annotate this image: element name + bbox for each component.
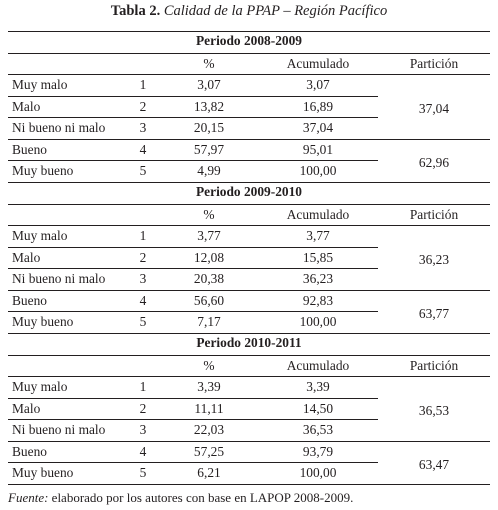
period-top-rule <box>8 333 490 334</box>
row-category: Bueno <box>12 141 47 157</box>
row-cumulative: 100,00 <box>299 314 337 329</box>
column-header-pct: % <box>203 357 215 373</box>
row-cumulative: 15,85 <box>302 249 334 265</box>
row-cumulative: 95,01 <box>302 141 334 157</box>
row-percent: 57,25 <box>193 443 225 459</box>
row-rule <box>8 419 378 420</box>
row-percent: 22,03 <box>193 422 225 437</box>
period-header: Periodo 2009-2010 <box>196 184 302 199</box>
row-code: 1 <box>139 379 147 394</box>
row-code: 2 <box>139 98 147 114</box>
row-code: 3 <box>139 271 147 286</box>
row-percent: 4,99 <box>197 163 221 178</box>
row-code: 1 <box>139 228 147 243</box>
row-percent: 7,17 <box>197 314 221 329</box>
footnote <box>8 490 353 506</box>
row-rule <box>8 160 378 161</box>
row-cumulative: 100,00 <box>299 163 337 178</box>
row-category: Bueno <box>12 443 47 459</box>
table-title-text: Calidad de la PPAP – Región Pacífico <box>163 3 388 19</box>
column-header-rule <box>8 376 490 377</box>
row-code: 1 <box>139 77 147 92</box>
row-code: 2 <box>139 249 147 265</box>
row-category: Muy malo <box>12 77 68 92</box>
row-rule <box>8 139 490 140</box>
row-cumulative: 3,77 <box>306 228 330 243</box>
row-category: Ni bueno ni malo <box>12 120 106 135</box>
row-code: 5 <box>139 465 147 480</box>
column-header-particion: Partición <box>409 357 459 373</box>
column-header-acumulado: Acumulado <box>286 357 350 373</box>
row-percent: 56,60 <box>193 292 225 308</box>
row-percent: 12,08 <box>193 249 225 265</box>
row-code: 5 <box>139 163 147 178</box>
row-cumulative: 16,89 <box>302 98 334 114</box>
row-percent: 13,82 <box>193 98 225 114</box>
row-category: Malo <box>12 400 41 416</box>
row-percent: 20,15 <box>193 120 225 135</box>
column-header-particion: Partición <box>409 206 459 222</box>
row-rule <box>8 117 378 118</box>
footnote-label: Fuente: <box>8 490 49 505</box>
row-code: 2 <box>139 400 147 416</box>
row-category: Muy bueno <box>12 163 74 178</box>
row-code: 4 <box>139 292 147 308</box>
partition-low: 36,53 <box>418 403 450 419</box>
partition-low: 36,23 <box>418 252 450 268</box>
period-header-rule <box>8 53 490 54</box>
row-rule <box>8 96 378 97</box>
row-percent: 3,77 <box>197 228 221 243</box>
row-rule <box>8 268 378 269</box>
partition-high: 62,96 <box>418 155 450 170</box>
partition-high: 63,77 <box>418 306 450 321</box>
row-category: Malo <box>12 249 41 265</box>
period-top-rule <box>8 182 490 183</box>
column-header-rule <box>8 225 490 226</box>
row-percent: 3,39 <box>197 379 221 394</box>
column-header-acumulado: Acumulado <box>286 55 350 71</box>
row-category: Muy bueno <box>12 465 74 480</box>
row-category: Ni bueno ni malo <box>12 271 106 286</box>
period-header: Periodo 2008-2009 <box>196 33 302 48</box>
row-category: Muy malo <box>12 228 68 243</box>
table-title <box>0 3 498 20</box>
row-percent: 6,21 <box>197 465 221 480</box>
row-rule <box>8 398 378 399</box>
row-percent: 3,07 <box>197 77 221 92</box>
row-cumulative: 93,79 <box>302 443 334 459</box>
column-header-rule <box>8 74 490 75</box>
row-category: Bueno <box>12 292 47 308</box>
row-category: Muy bueno <box>12 314 74 329</box>
row-cumulative: 14,50 <box>302 400 334 416</box>
row-code: 4 <box>139 443 147 459</box>
row-rule <box>8 290 490 291</box>
row-code: 3 <box>139 422 147 437</box>
footnote-text: elaborado por los autores con base en LAPOP 2008-2009. <box>51 490 354 505</box>
period-top-rule <box>8 31 490 32</box>
row-code: 4 <box>139 141 147 157</box>
period-header: Periodo 2010-2011 <box>196 335 302 350</box>
row-rule <box>8 311 378 312</box>
table-bottom-rule <box>8 484 490 485</box>
row-percent: 57,97 <box>193 141 225 157</box>
column-header-pct: % <box>203 55 215 71</box>
row-code: 5 <box>139 314 147 329</box>
row-cumulative: 3,39 <box>306 379 330 394</box>
row-cumulative: 92,83 <box>302 292 334 308</box>
row-category: Muy malo <box>12 379 68 394</box>
partition-low: 37,04 <box>418 101 450 117</box>
row-cumulative: 37,04 <box>302 120 334 135</box>
row-rule <box>8 462 378 463</box>
row-percent: 20,38 <box>193 271 225 286</box>
partition-high: 63,47 <box>418 457 450 472</box>
row-cumulative: 36,23 <box>302 271 334 286</box>
row-category: Malo <box>12 98 41 114</box>
row-cumulative: 3,07 <box>306 77 330 92</box>
row-cumulative: 100,00 <box>299 465 337 480</box>
row-cumulative: 36,53 <box>302 422 334 437</box>
row-rule <box>8 441 490 442</box>
column-header-pct: % <box>203 206 215 222</box>
column-header-acumulado: Acumulado <box>286 206 350 222</box>
period-header-rule <box>8 355 490 356</box>
row-category: Ni bueno ni malo <box>12 422 106 437</box>
column-header-particion: Partición <box>409 55 459 71</box>
row-percent: 11,11 <box>194 400 224 416</box>
row-rule <box>8 247 378 248</box>
row-code: 3 <box>139 120 147 135</box>
table-title-label: Tabla 2. <box>110 3 161 19</box>
period-header-rule <box>8 204 490 205</box>
